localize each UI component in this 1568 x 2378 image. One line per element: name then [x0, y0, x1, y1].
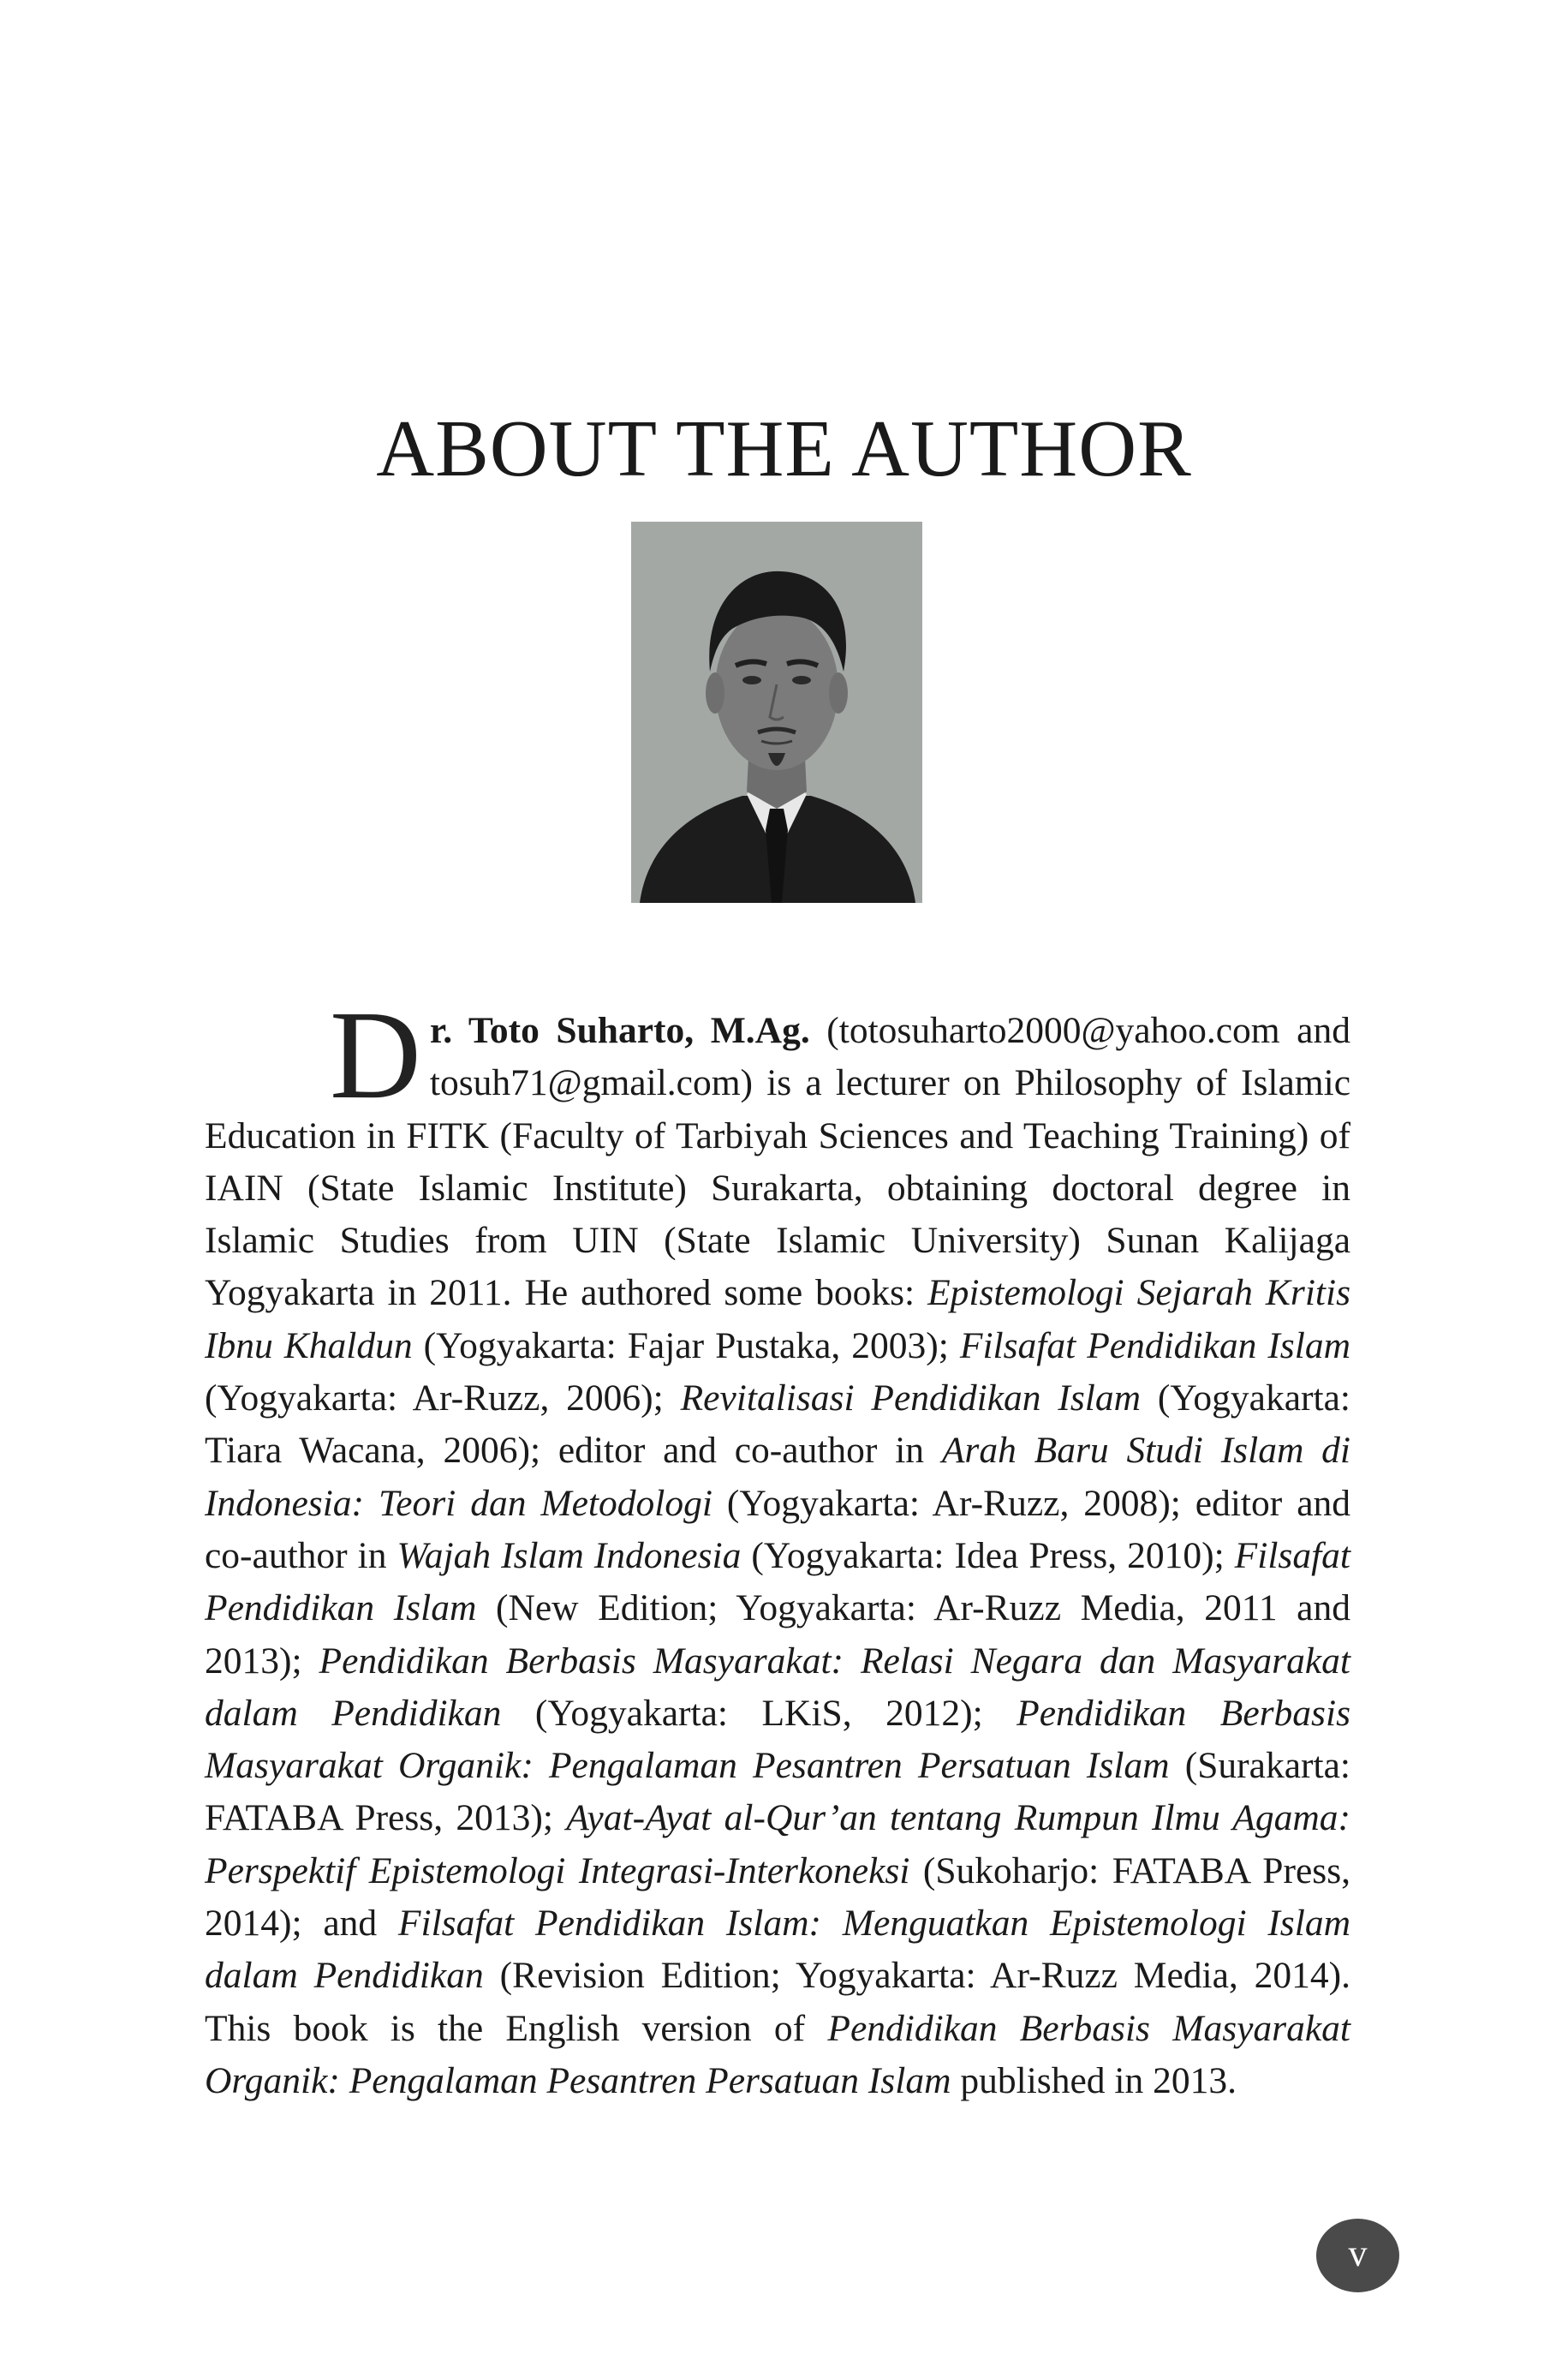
bio-text: (Yogyakarta: Fajar Pustaka, 2003);	[412, 1324, 960, 1366]
page-number: v	[1348, 2232, 1368, 2274]
author-photo	[631, 522, 922, 903]
bio-text: (New Edition; Yogyakarta: Ar-Ruzz Media, 2011 and 2013);	[205, 1587, 1350, 1682]
author-portrait-icon	[631, 522, 922, 903]
book-title: Wajah Islam Indonesia	[396, 1534, 742, 1576]
book-title: Pendidikan Berbasis Masyarakat: Relasi Negara dan Masyarakat dalam Pendidikan	[205, 1640, 1350, 1734]
author-biography	[205, 985, 1351, 2107]
book-title: Pendidikan Berbasis Masyarakat Organik: Pengalaman Pesantren Persatuan Islam	[205, 1692, 1351, 1787]
book-title: Filsafat Pendidikan Islam: Menguatkan Epistemologi Islam dalam Pendidikan	[205, 1903, 1350, 1997]
bio-text: (Yogyakarta: Ar-Ruzz, 2006);	[205, 1377, 681, 1419]
bio-text: (Yogyakarta: Idea Press, 2010);	[741, 1534, 1235, 1576]
bio-text: (Sukoharjo: FATABA Press, 2014); and	[205, 1849, 1350, 1945]
bio-text: (Surakarta: FATABA Press, 2013);	[205, 1745, 1350, 1839]
bio-text: published in 2013.	[951, 2059, 1237, 2101]
book-title: Ayat-Ayat al-Qur’an tentang Rumpun Ilmu Agama: Perspektif Epistemologi Integrasi-Interkoneksi	[205, 1797, 1350, 1891]
page-number-badge	[1316, 2219, 1399, 2292]
bio-text: (Yogyakarta: LKiS, 2012);	[501, 1692, 1017, 1734]
page-title: ABOUT THE AUTHOR	[376, 404, 1192, 493]
drop-cap: D	[330, 985, 421, 1126]
author-name: r. Toto Suharto, M.Ag.	[429, 1010, 810, 1051]
book-title: Pendidikan Berbasis Masyarakat Organik: Pengalaman Pesantren Persatuan Islam	[205, 2007, 1350, 2101]
book-title: Revitalisasi Pendidikan Islam	[680, 1377, 1142, 1419]
book-title: Epistemologi Sejarah Kritis Ibnu Khaldun	[205, 1272, 1350, 1366]
book-title: Arah Baru Studi Islam di Indonesia: Teori dan Metodologi	[205, 1430, 1350, 1524]
bio-text: (totosuharto2000@yahoo.com and tosuh71@gmail.com) is a lecturer on Philosophy of Islamic Education in FITK (Faculty of Tarbiyah Sciences and Teaching Training) of IAIN (State Islamic Institute) Surakarta, obtaining doctoral degree in Islamic Studies from UIN (State Islamic University) Sunan Kalijaga Yogyakarta in 2011. He authored some books:	[205, 1010, 1350, 1314]
bio-text: (Yogyakarta: Ar-Ruzz, 2008); editor and co-author in	[205, 1482, 1350, 1576]
book-title: Filsafat Pendidikan Islam	[959, 1324, 1350, 1366]
bio-text: (Revision Edition; Yogyakarta: Ar-Ruzz Media, 2014). This book is the English version of	[205, 1955, 1350, 2049]
bio-text: (Yogyakarta: Tiara Wacana, 2006); editor and co-author in	[205, 1377, 1350, 1472]
book-title: Filsafat Pendidikan Islam	[205, 1534, 1351, 1629]
